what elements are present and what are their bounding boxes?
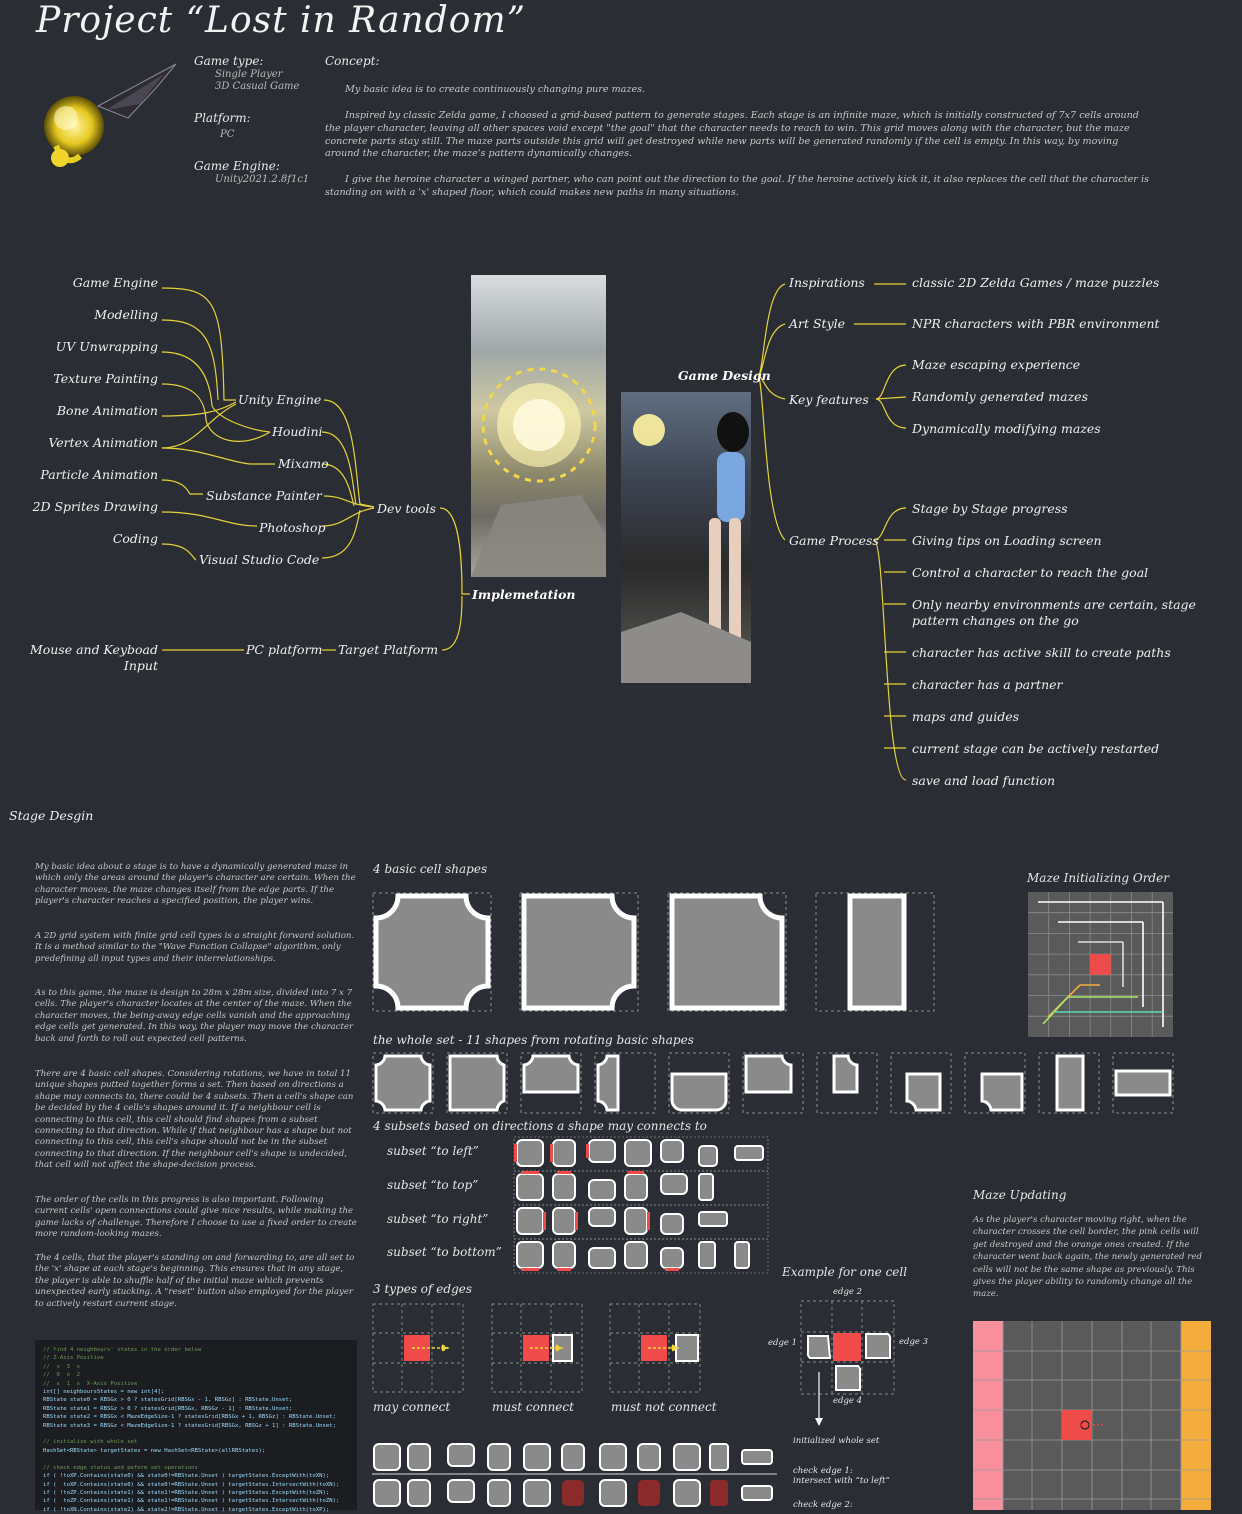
x-shape	[376, 896, 488, 1008]
stage-design-heading: Stage Desgin	[9, 808, 94, 823]
in-game-screenshot-heroine	[621, 392, 751, 683]
t-shape	[524, 896, 634, 1008]
tool-photoshop: Photoshop	[259, 520, 326, 535]
in-game-screenshot-portal	[471, 275, 606, 577]
example-label: Example for one cell	[782, 1265, 908, 1279]
basic-shapes-label: 4 basic cell shapes	[373, 862, 488, 876]
skill-game-engine: Game Engine	[72, 275, 158, 290]
process-item-4: Only nearby environments are certain, stage pattern changes on the go	[912, 597, 1196, 628]
whole-set-shapes	[372, 1052, 1174, 1114]
code-line: if ( toXP.Contains(state0) && state0!=RBState.Unset ) targetStates.IntersectWith(toXN);	[43, 1481, 340, 1488]
code-line: if ( !toZP.Contains(state1) && state1!=RBState.Unset ) targetStates.ExceptWith(toZN);	[43, 1489, 330, 1496]
edge-must-not-connect: must not connect	[611, 1400, 717, 1414]
l-shape	[672, 896, 782, 1008]
subset-to-bottom: subset “to bottom”	[387, 1245, 502, 1259]
code-line: // 0 o 2	[43, 1372, 81, 1379]
inspirations-node: Inspirations	[789, 275, 865, 290]
skill-2d-sprites: 2D Sprites Drawing	[32, 499, 158, 514]
code-line: HashSet<RBState> targetStates = new HashSet<RBState>(allRBStates);	[43, 1447, 266, 1454]
skill-bone-animation: Bone Animation	[56, 403, 158, 418]
key-features-node: Key features	[789, 392, 869, 407]
art-style-node: Art Style	[789, 316, 846, 331]
basic-cell-shapes	[372, 892, 942, 1012]
pc-platform-node: PC platform	[246, 642, 323, 657]
code-line: // x 3 x	[43, 1363, 81, 1370]
engine-value: Unity2021.2.8f1c1	[215, 174, 310, 185]
edge-1-label: edge 1	[768, 1338, 798, 1348]
updating-text: As the player's character moving right, when the character crosses the cell border, the pink cells will get destroyed and the orange ones created. If the character went back again, the newly generated red cells will not be the same shape as previously. This gives the player ability to randomly change all the maze.	[973, 1215, 1202, 1300]
edge-4-label: edge 4	[833, 1396, 863, 1406]
art-style-value: NPR characters with PBR environment	[912, 316, 1160, 331]
subset-to-top: subset “to top”	[387, 1178, 479, 1192]
edge-must-connect: must connect	[492, 1400, 574, 1414]
down-arrow-icon	[812, 1372, 826, 1428]
code-line: // x 1 x X-Axis Positive	[43, 1380, 138, 1387]
whole-set-label: the whole set - 11 shapes from rotating basic shapes	[373, 1033, 694, 1047]
process-item-1: Stage by Stage progress	[912, 501, 1068, 516]
code-line	[43, 1455, 349, 1463]
subset-to-left: subset “to left”	[387, 1144, 479, 1158]
skill-texture-painting: Texture Painting	[53, 371, 158, 386]
game-type-value-1: Single Player	[215, 69, 283, 80]
key-feature-3: Dynamically modifying mazes	[912, 421, 1101, 436]
stage-paragraph-1: My basic idea about a stage is to have a dynamically generated maze in which only the areas around the player's character are certain. When the character moves, the maze changes itself from the edge parts. If the player's character reaches a specified position, the player wins.	[35, 862, 356, 907]
key-feature-2: Randomly generated mazes	[912, 389, 1088, 404]
process-item-5: character has active skill to create paths	[912, 645, 1171, 660]
skill-uv-unwrapping: UV Unwrapping	[55, 339, 158, 354]
edge-2-label: edge 2	[833, 1287, 863, 1297]
concept-paragraph-2: Inspired by classic Zelda game, I choosed a grid-based pattern to generate stages. Each stage is an infinite maze, which is initially constructed of 7x7 cells around the player character, leaving all other spaces void except "the goal" that the character needs to reach to win. This grid moves along with the character, but the maze concrete parts stay still. The maze parts outside this grid will get destroyed while new parts will be generated randomly if the cell is empty. In this way, by moving around the character, the maze's pattern dynamically changes.	[325, 110, 1139, 160]
i-shape	[850, 896, 904, 1008]
process-item-8: current stage can be actively restarted	[912, 741, 1160, 756]
process-item-9: save and load function	[912, 773, 1056, 788]
game-design-root: Game Design	[678, 368, 771, 383]
game-process-node: Game Process	[789, 533, 879, 548]
stage-paragraph-3: As to this game, the maze is design to 28m x 28m size, divided into 7 x 7 cells. The player's character locates at the center of the maze. When the character moves, the being-away edge cells vanish and the approaching edge cells get generated. In this way, the player may move the character back and forth to roll out expected cell patterns.	[35, 988, 354, 1044]
code-line: if ( toZP.Contains(state1) && state1!=RBState.Unset ) targetStates.IntersectWith(toZN);	[43, 1498, 340, 1505]
code-snippet	[35, 1340, 357, 1513]
page-title: Project “Lost in Random”	[36, 0, 526, 41]
tool-unity: Unity Engine	[238, 392, 322, 407]
skill-coding: Coding	[112, 531, 158, 546]
code-line: // find 4 neighbours' states in the order below	[43, 1347, 202, 1353]
code-line: RBState state1 = RBSGz > 0 ? statesGrid[RBSGx, RBSGz - 1] : RBState.Unset;	[43, 1405, 293, 1412]
check-edge-2-label: check edge 2:	[793, 1500, 853, 1510]
skill-modelling: Modelling	[94, 307, 158, 322]
process-item-3: Control a character to reach the goal	[912, 565, 1149, 580]
dev-tools-node: Dev tools	[377, 501, 436, 516]
subset-to-right: subset “to right”	[387, 1212, 489, 1226]
edges-label: 3 types of edges	[373, 1282, 473, 1296]
init-whole-set-label: initialized whole set	[793, 1436, 880, 1446]
subsets-label: 4 subsets based on directions a shape may connects to	[373, 1119, 707, 1133]
code-line: if ( !toXN.Contains(state2) && state2!=RBState.Unset ) targetStates.ExceptWith(toXP);	[43, 1506, 330, 1513]
process-item-6: character has a partner	[912, 677, 1063, 692]
skill-particle-animation: Particle Animation	[40, 467, 158, 482]
check-edge-1-detail: intersect with “to left”	[793, 1476, 890, 1486]
code-line: // initialize with whole set	[43, 1439, 138, 1446]
engine-label: Game Engine:	[194, 159, 280, 173]
tool-mixamo: Mixamo	[278, 456, 329, 471]
code-line: // check edge status and peform set operations	[43, 1464, 198, 1471]
maze-updating-diagram	[973, 1321, 1211, 1510]
concept-paragraph-3: I give the heroine character a winged partner, who can point out the direction to the goal. If the heroine actively kick it, it also replaces the cell that the character is standing on with a 'x' shaped floor, which could makes new paths in many situations.	[325, 174, 1149, 198]
process-item-7: maps and guides	[912, 709, 1020, 724]
edge-types-diagrams	[372, 1303, 702, 1393]
maze-init-order-diagram	[1028, 892, 1173, 1037]
filtered-shapes-strip	[372, 1440, 777, 1510]
implementation-node: Implemetation	[472, 587, 576, 602]
process-item-2: Giving tips on Loading screen	[912, 533, 1102, 548]
key-feature-1: Maze escaping experience	[912, 357, 1081, 372]
subsets-grid	[513, 1136, 769, 1274]
code-line	[43, 1430, 349, 1438]
stage-paragraph-5: The order of the cells in this progress is also important. Following current cells' open connections could give nice results, while making the game lacks of challenge. Therefore I choose to use a fixed order to create more random-looking mazes.	[35, 1195, 357, 1240]
code-line: int[] neighboursStates = new int[4];	[43, 1389, 165, 1396]
skill-vertex-animation: Vertex Animation	[48, 435, 158, 450]
code-line: RBState state2 = RBSGx < MazeEdgeSize-1 ? statesGrid[RBSGx + 1, RBSGz] : RBState.Unset;	[43, 1414, 336, 1421]
edge-may-connect: may connect	[373, 1400, 451, 1414]
game-type-label: Game type:	[194, 54, 264, 68]
platform-value: PC	[220, 129, 235, 140]
tool-houdini: Houdini	[272, 424, 323, 439]
check-edge-1-label: check edge 1:	[793, 1466, 853, 1476]
stage-paragraph-6: The 4 cells, that the player's standing on and forwarding to, are all set to the 'x' shape at each stage's beginning. This ensures that in any stage, the player is able to shuffle half of the initial maze which prevents unexpected early stucking. A "reset" button also employed for the player to actively restart current stage.	[35, 1253, 355, 1309]
stage-paragraph-2: A 2D grid system with finite grid cell types is a straight forward solution. It is a method similar to the "Wave Function Collapse" algorithm, only predefining all input types and their interrelationships.	[35, 931, 355, 964]
code-line: // Z-Axis Positive	[43, 1355, 104, 1362]
concept-paragraph-1: My basic idea is to create continuously changing pure mazes.	[345, 84, 646, 95]
platform-label: Platform:	[194, 111, 251, 125]
stage-paragraph-4: There are 4 basic cell shapes. Considering rotations, we have in total 11 unique shapes putted together forms a set. Then based on directions a shape may connects to, there could be 4 subsets. Then a cell's shape can be decided by the 4 cells's shapes around it. If a neighbour cell is connecting to this cell, this cell should find shapes from a subset connecting to that direction. While if that neighbour has a shape but not connecting to this cell, this cell's shape should not be in the subset connecting to that direction. If the neighbour cell's shape is undecided, that cell will not affect the shape-decision process.	[35, 1069, 354, 1171]
concept-label: Concept:	[325, 54, 380, 68]
game-type-value-2: 3D Casual Game	[215, 81, 300, 92]
code-line: RBState state0 = RBSGx > 0 ? statesGrid[RBSGx - 1, RBSGz] : RBState.Unset;	[43, 1397, 293, 1404]
tool-vscode: Visual Studio Code	[199, 552, 320, 567]
input-node: Mouse and Keyboad Input	[29, 642, 158, 673]
updating-label: Maze Updating	[973, 1188, 1067, 1202]
init-order-label: Maze Initializing Order	[1027, 871, 1169, 885]
code-line: if ( !toXP.Contains(state0) && state0!=RBState.Unset ) targetStates.ExceptWith(toXN);	[43, 1473, 330, 1480]
target-platform-node: Target Platform	[338, 642, 439, 657]
code-line: RBState state3 = RBSGz < MazeEdgeSize-1 ? statesGrid[RBSGx, RBSGz + 1] : RBState.Unset;	[43, 1422, 336, 1429]
inspirations-value: classic 2D Zelda Games / maze puzzles	[912, 275, 1160, 290]
tool-substance: Substance Painter	[206, 488, 322, 503]
edge-3-label: edge 3	[899, 1337, 929, 1347]
